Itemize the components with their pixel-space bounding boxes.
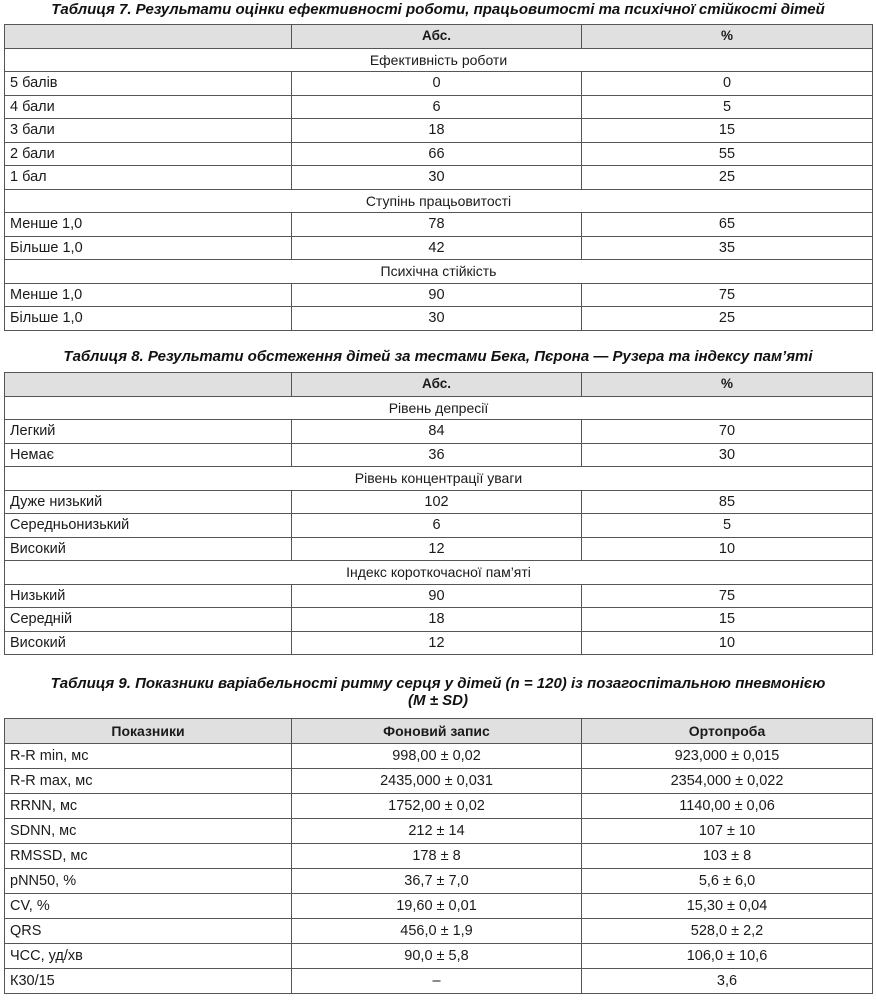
row-abs: 12: [292, 631, 582, 655]
row-baseline: 212 ± 14: [292, 819, 582, 844]
row-percent: 55: [582, 142, 873, 166]
row-baseline: 1752,00 ± 0,02: [292, 794, 582, 819]
table-row: [5, 969, 873, 994]
section-title: Ефективність роботи: [5, 48, 873, 72]
row-label: Більше 1,0: [5, 307, 292, 331]
table-row: [5, 744, 873, 769]
table-row: [5, 894, 873, 919]
table7-section-row: [5, 189, 873, 213]
table-row: [5, 95, 873, 119]
table9-caption-line2: (M ± SD): [408, 692, 468, 709]
table8-header-row: [5, 373, 873, 397]
row-percent: 0: [582, 72, 873, 96]
row-label: Високий: [5, 537, 292, 561]
table9-caption-line1: Таблиця 9. Показники варіабельності ритму серця у дітей (n = 120) із позагоспітальною пневмонією: [50, 675, 826, 692]
row-percent: 10: [582, 631, 873, 655]
row-label: QRS: [5, 919, 292, 944]
table-row: [5, 142, 873, 166]
table8-header-abs: Абс.: [292, 373, 582, 397]
table9-header-row: [5, 719, 873, 744]
row-orthostatic: 3,6: [582, 969, 873, 994]
row-abs: 90: [292, 283, 582, 307]
table-row: [5, 514, 873, 538]
row-label: 1 бал: [5, 166, 292, 190]
row-label: 2 бали: [5, 142, 292, 166]
table9-header-baseline: Фоновий запис: [292, 719, 582, 744]
row-label: Менше 1,0: [5, 213, 292, 237]
row-label: 3 бали: [5, 119, 292, 143]
row-percent: 15: [582, 608, 873, 632]
table9-caption: [0, 675, 876, 709]
row-orthostatic: 1140,00 ± 0,06: [582, 794, 873, 819]
row-abs: 6: [292, 95, 582, 119]
table8-section-row: [5, 561, 873, 585]
table7-section-row: [5, 48, 873, 72]
row-percent: 5: [582, 95, 873, 119]
table-row: [5, 213, 873, 237]
row-baseline: 36,7 ± 7,0: [292, 869, 582, 894]
row-label: SDNN, мс: [5, 819, 292, 844]
row-orthostatic: 2354,000 ± 0,022: [582, 769, 873, 794]
row-label: Високий: [5, 631, 292, 655]
table7-caption: Таблиця 7. Результати оцінки ефективності роботи, працьовитості та психічної стійкості дітей: [51, 1, 825, 18]
row-percent: 65: [582, 213, 873, 237]
row-label: 5 балів: [5, 72, 292, 96]
table-row: [5, 72, 873, 96]
section-title: Психічна стійкість: [5, 260, 873, 284]
section-title: Ступінь працьовитості: [5, 189, 873, 213]
table-row: [5, 584, 873, 608]
table8-section-row: [5, 396, 873, 420]
row-percent: 30: [582, 443, 873, 467]
row-orthostatic: 103 ± 8: [582, 844, 873, 869]
row-label: Низький: [5, 584, 292, 608]
section-title: Рівень концентрації уваги: [5, 467, 873, 491]
table-row: [5, 919, 873, 944]
table9: [4, 718, 873, 994]
table7-header-abs: Абс.: [292, 25, 582, 49]
table-row: [5, 769, 873, 794]
table-row: [5, 166, 873, 190]
row-abs: 18: [292, 608, 582, 632]
row-label: Дуже низький: [5, 490, 292, 514]
table-row: [5, 119, 873, 143]
section-title: Рівень депресії: [5, 396, 873, 420]
row-percent: 85: [582, 490, 873, 514]
row-label: Середньонизький: [5, 514, 292, 538]
table9-header-orthostatic: Ортопроба: [582, 719, 873, 744]
section-title: Індекс короткочасної пам’яті: [5, 561, 873, 585]
table7-header-row: [5, 25, 873, 49]
row-abs: 66: [292, 142, 582, 166]
table-row: [5, 631, 873, 655]
table-row: [5, 443, 873, 467]
row-abs: 42: [292, 236, 582, 260]
row-baseline: 90,0 ± 5,8: [292, 944, 582, 969]
row-label: Легкий: [5, 420, 292, 444]
row-label: pNN50, %: [5, 869, 292, 894]
row-label: К30/15: [5, 969, 292, 994]
row-abs: 102: [292, 490, 582, 514]
row-label: R-R max, мс: [5, 769, 292, 794]
row-label: ЧСС, уд/хв: [5, 944, 292, 969]
row-percent: 15: [582, 119, 873, 143]
row-percent: 5: [582, 514, 873, 538]
row-label: R-R min, мс: [5, 744, 292, 769]
row-percent: 75: [582, 584, 873, 608]
table7-section-row: [5, 260, 873, 284]
row-label: CV, %: [5, 894, 292, 919]
table8-header-blank: [5, 373, 292, 397]
row-orthostatic: 528,0 ± 2,2: [582, 919, 873, 944]
row-abs: 6: [292, 514, 582, 538]
row-label: RMSSD, мс: [5, 844, 292, 869]
table8-caption: Таблиця 8. Результати обстеження дітей за тестами Бека, Пєрона — Рузера та індексу пам’яті: [63, 348, 813, 365]
table9-header-indicator: Показники: [5, 719, 292, 744]
table-row: [5, 537, 873, 561]
row-orthostatic: 107 ± 10: [582, 819, 873, 844]
row-percent: 25: [582, 166, 873, 190]
table8-header-percent: %: [582, 373, 873, 397]
table-row: [5, 608, 873, 632]
row-baseline: 998,00 ± 0,02: [292, 744, 582, 769]
row-abs: 0: [292, 72, 582, 96]
table-row: [5, 307, 873, 331]
table-row: [5, 283, 873, 307]
row-percent: 35: [582, 236, 873, 260]
row-orthostatic: 923,000 ± 0,015: [582, 744, 873, 769]
row-orthostatic: 5,6 ± 6,0: [582, 869, 873, 894]
row-abs: 78: [292, 213, 582, 237]
table7-header-blank: [5, 25, 292, 49]
row-baseline: –: [292, 969, 582, 994]
table-row: [5, 819, 873, 844]
table7: [4, 24, 873, 331]
row-percent: 75: [582, 283, 873, 307]
table-row: [5, 236, 873, 260]
row-abs: 84: [292, 420, 582, 444]
row-percent: 10: [582, 537, 873, 561]
table8: [4, 372, 873, 655]
table-row: [5, 944, 873, 969]
row-label: Більше 1,0: [5, 236, 292, 260]
row-label: Середній: [5, 608, 292, 632]
row-baseline: 19,60 ± 0,01: [292, 894, 582, 919]
table-row: [5, 794, 873, 819]
row-baseline: 178 ± 8: [292, 844, 582, 869]
table7-header-percent: %: [582, 25, 873, 49]
row-label: Менше 1,0: [5, 283, 292, 307]
row-orthostatic: 15,30 ± 0,04: [582, 894, 873, 919]
row-orthostatic: 106,0 ± 10,6: [582, 944, 873, 969]
row-abs: 36: [292, 443, 582, 467]
table-row: [5, 420, 873, 444]
row-percent: 25: [582, 307, 873, 331]
row-label: 4 бали: [5, 95, 292, 119]
table8-section-row: [5, 467, 873, 491]
row-percent: 70: [582, 420, 873, 444]
row-abs: 30: [292, 166, 582, 190]
row-abs: 18: [292, 119, 582, 143]
row-abs: 90: [292, 584, 582, 608]
row-baseline: 2435,000 ± 0,031: [292, 769, 582, 794]
table-row: [5, 869, 873, 894]
row-label: Немає: [5, 443, 292, 467]
table-row: [5, 844, 873, 869]
row-baseline: 456,0 ± 1,9: [292, 919, 582, 944]
row-abs: 12: [292, 537, 582, 561]
row-abs: 30: [292, 307, 582, 331]
row-label: RRNN, мс: [5, 794, 292, 819]
table-row: [5, 490, 873, 514]
